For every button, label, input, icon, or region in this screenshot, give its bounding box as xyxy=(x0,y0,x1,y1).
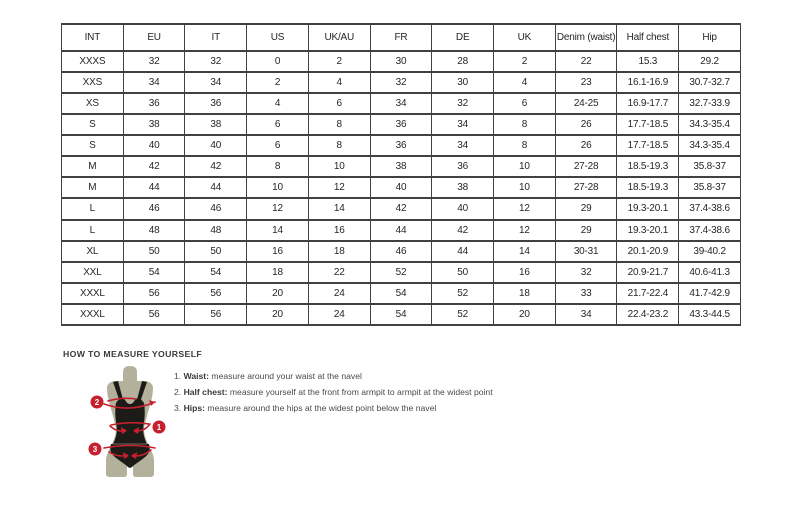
table-row xyxy=(62,304,741,325)
table-row xyxy=(62,198,741,219)
table-cell: 34 xyxy=(185,72,247,93)
table-cell: 40 xyxy=(185,135,247,156)
column-header: EU xyxy=(123,24,185,51)
table-cell: 30-31 xyxy=(555,241,617,262)
table-row xyxy=(62,283,741,304)
step-number: 1. xyxy=(174,371,184,381)
table-cell: 38 xyxy=(185,114,247,135)
table-cell: 30.7-32.7 xyxy=(679,72,741,93)
table-cell: 32.7-33.9 xyxy=(679,93,741,114)
table-cell: M xyxy=(62,156,124,177)
table-cell: 18 xyxy=(308,241,370,262)
size-conversion-table xyxy=(61,23,741,326)
instruction-step xyxy=(174,368,493,384)
table-cell: XXXL xyxy=(62,283,124,304)
instruction-step xyxy=(174,400,493,416)
column-header: US xyxy=(247,24,309,51)
step-label: Waist: xyxy=(183,371,210,381)
table-cell: 17.7-18.5 xyxy=(617,135,679,156)
table-cell: 24 xyxy=(308,283,370,304)
table-cell: 48 xyxy=(185,220,247,241)
step-label: Half chest: xyxy=(183,387,228,397)
step-label: Hips: xyxy=(183,403,206,413)
table-cell: S xyxy=(62,135,124,156)
table-cell: 4 xyxy=(494,72,556,93)
table-cell: 22 xyxy=(555,51,617,72)
table-cell: 10 xyxy=(247,177,309,198)
table-cell: 29 xyxy=(555,220,617,241)
table-cell: 56 xyxy=(123,304,185,325)
table-cell: 38 xyxy=(432,177,494,198)
marker-badge-hips xyxy=(89,443,102,456)
table-cell: 20 xyxy=(494,304,556,325)
table-cell: 18.5-19.3 xyxy=(617,177,679,198)
step-text: measure around the hips at the widest point below the navel xyxy=(205,403,437,413)
table-cell: 32 xyxy=(432,93,494,114)
table-cell: 8 xyxy=(494,135,556,156)
table-cell: 43.3-44.5 xyxy=(679,304,741,325)
table-cell: 19.3-20.1 xyxy=(617,198,679,219)
table-cell: 35.8-37 xyxy=(679,177,741,198)
table-cell: M xyxy=(62,177,124,198)
table-cell: 40 xyxy=(370,177,432,198)
table-cell: 30 xyxy=(370,51,432,72)
table-cell: S xyxy=(62,114,124,135)
column-header: UK xyxy=(494,24,556,51)
table-cell: 44 xyxy=(123,177,185,198)
table-cell: 34 xyxy=(432,114,494,135)
table-cell: XXS xyxy=(62,72,124,93)
table-cell: 23 xyxy=(555,72,617,93)
step-text: measure around your waist at the navel xyxy=(209,371,362,381)
table-row xyxy=(62,177,741,198)
measure-instructions-list xyxy=(174,368,493,416)
step-number: 2. xyxy=(174,387,184,397)
table-cell: 32 xyxy=(370,72,432,93)
table-row xyxy=(62,241,741,262)
table-cell: 15.3 xyxy=(617,51,679,72)
table-cell: 48 xyxy=(123,220,185,241)
table-cell: 29.2 xyxy=(679,51,741,72)
column-header: IT xyxy=(185,24,247,51)
column-header: FR xyxy=(370,24,432,51)
table-cell: 18 xyxy=(494,283,556,304)
table-cell: 35.8-37 xyxy=(679,156,741,177)
table-cell: 34 xyxy=(555,304,617,325)
table-cell: 42 xyxy=(185,156,247,177)
marker-badge-waist xyxy=(153,421,166,434)
table-cell: 54 xyxy=(185,262,247,283)
measurement-figure xyxy=(78,364,183,482)
table-cell: 33 xyxy=(555,283,617,304)
table-cell: 54 xyxy=(370,304,432,325)
table-cell: L xyxy=(62,198,124,219)
table-cell: 16.9-17.7 xyxy=(617,93,679,114)
table-cell: XS xyxy=(62,93,124,114)
table-row xyxy=(62,72,741,93)
table-cell: 28 xyxy=(432,51,494,72)
table-cell: 50 xyxy=(432,262,494,283)
table-cell: 42 xyxy=(123,156,185,177)
table-cell: 36 xyxy=(185,93,247,114)
table-row xyxy=(62,156,741,177)
table-cell: 26 xyxy=(555,114,617,135)
table-cell: 19.3-20.1 xyxy=(617,220,679,241)
table-cell: 34 xyxy=(370,93,432,114)
table-cell: 24-25 xyxy=(555,93,617,114)
table-cell: 14 xyxy=(247,220,309,241)
table-cell: 20 xyxy=(247,304,309,325)
table-cell: 30 xyxy=(432,72,494,93)
table-cell: 40 xyxy=(432,198,494,219)
table-cell: 46 xyxy=(185,198,247,219)
table-cell: 22.4-23.2 xyxy=(617,304,679,325)
table-cell: 8 xyxy=(247,156,309,177)
table-cell: 34.3-35.4 xyxy=(679,135,741,156)
table-cell: 22 xyxy=(308,262,370,283)
table-cell: 6 xyxy=(247,135,309,156)
table-cell: 40.6-41.3 xyxy=(679,262,741,283)
table-cell: 6 xyxy=(494,93,556,114)
column-header: Denim (waist) xyxy=(555,24,617,51)
table-cell: L xyxy=(62,220,124,241)
table-cell: 52 xyxy=(432,283,494,304)
table-cell: 54 xyxy=(370,283,432,304)
size-table-body xyxy=(62,51,741,325)
table-cell: 37.4-38.6 xyxy=(679,220,741,241)
table-cell: 52 xyxy=(432,304,494,325)
table-cell: 38 xyxy=(123,114,185,135)
instruction-step xyxy=(174,384,493,400)
table-cell: 56 xyxy=(185,304,247,325)
table-cell: 36 xyxy=(123,93,185,114)
table-cell: 2 xyxy=(494,51,556,72)
table-cell: 20.9-21.7 xyxy=(617,262,679,283)
table-cell: XXL xyxy=(62,262,124,283)
table-cell: 56 xyxy=(185,283,247,304)
table-cell: 40 xyxy=(123,135,185,156)
table-cell: 26 xyxy=(555,135,617,156)
step-number: 3. xyxy=(174,403,184,413)
table-cell: 16 xyxy=(494,262,556,283)
table-cell: 37.4-38.6 xyxy=(679,198,741,219)
table-row xyxy=(62,262,741,283)
table-row xyxy=(62,135,741,156)
table-cell: 18.5-19.3 xyxy=(617,156,679,177)
table-cell: XXXS xyxy=(62,51,124,72)
table-cell: 46 xyxy=(123,198,185,219)
table-cell: 50 xyxy=(185,241,247,262)
badge-number: 2 xyxy=(94,398,100,407)
table-cell: 12 xyxy=(308,177,370,198)
table-cell: 17.7-18.5 xyxy=(617,114,679,135)
table-cell: 52 xyxy=(370,262,432,283)
table-cell: 14 xyxy=(308,198,370,219)
badge-number: 1 xyxy=(156,423,162,432)
marker-badge-half-chest xyxy=(91,396,104,409)
table-cell: 46 xyxy=(370,241,432,262)
table-cell: 54 xyxy=(123,262,185,283)
table-cell: 29 xyxy=(555,198,617,219)
table-cell: 8 xyxy=(494,114,556,135)
table-cell: 12 xyxy=(494,220,556,241)
table-cell: XXXL xyxy=(62,304,124,325)
table-cell: 34 xyxy=(432,135,494,156)
mannequin-neck xyxy=(123,366,137,382)
table-cell: 14 xyxy=(494,241,556,262)
column-header: Hip xyxy=(679,24,741,51)
column-header: DE xyxy=(432,24,494,51)
mannequin-illustration-icon xyxy=(78,364,183,482)
table-cell: 4 xyxy=(247,93,309,114)
table-row xyxy=(62,220,741,241)
table-cell: 41.7-42.9 xyxy=(679,283,741,304)
table-cell: 16.1-16.9 xyxy=(617,72,679,93)
table-cell: 2 xyxy=(247,72,309,93)
table-cell: 12 xyxy=(247,198,309,219)
step-text: measure yourself at the front from armpit to armpit at the widest point xyxy=(227,387,493,397)
table-cell: 6 xyxy=(247,114,309,135)
table-cell: 2 xyxy=(308,51,370,72)
table-cell: 10 xyxy=(494,156,556,177)
table-cell: 20 xyxy=(247,283,309,304)
badge-number: 3 xyxy=(92,445,98,454)
table-cell: 36 xyxy=(370,114,432,135)
table-cell: 0 xyxy=(247,51,309,72)
table-cell: 38 xyxy=(370,156,432,177)
table-cell: 10 xyxy=(494,177,556,198)
table-cell: 32 xyxy=(185,51,247,72)
table-cell: 12 xyxy=(494,198,556,219)
table-row xyxy=(62,93,741,114)
column-header: Half chest xyxy=(617,24,679,51)
camisole-bodice xyxy=(113,398,147,444)
table-cell: 34.3-35.4 xyxy=(679,114,741,135)
table-cell: 42 xyxy=(432,220,494,241)
table-cell: 39-40.2 xyxy=(679,241,741,262)
table-cell: 8 xyxy=(308,135,370,156)
table-cell: 44 xyxy=(185,177,247,198)
table-row xyxy=(62,114,741,135)
column-header: INT xyxy=(62,24,124,51)
table-row xyxy=(62,51,741,72)
table-cell: 36 xyxy=(370,135,432,156)
table-cell: 4 xyxy=(308,72,370,93)
size-table-header xyxy=(62,24,741,51)
table-cell: 16 xyxy=(247,241,309,262)
table-cell: 27-28 xyxy=(555,156,617,177)
table-cell: 42 xyxy=(370,198,432,219)
table-cell: 32 xyxy=(123,51,185,72)
column-header: UK/AU xyxy=(308,24,370,51)
how-to-measure-title: HOW TO MEASURE YOURSELF xyxy=(63,349,203,359)
table-cell: XL xyxy=(62,241,124,262)
table-cell: 21.7-22.4 xyxy=(617,283,679,304)
table-cell: 16 xyxy=(308,220,370,241)
table-cell: 32 xyxy=(555,262,617,283)
table-cell: 34 xyxy=(123,72,185,93)
table-cell: 36 xyxy=(432,156,494,177)
table-cell: 24 xyxy=(308,304,370,325)
table-cell: 6 xyxy=(308,93,370,114)
table-cell: 18 xyxy=(247,262,309,283)
table-cell: 20.1-20.9 xyxy=(617,241,679,262)
table-cell: 10 xyxy=(308,156,370,177)
table-cell: 44 xyxy=(370,220,432,241)
header-row xyxy=(62,24,741,51)
table-cell: 8 xyxy=(308,114,370,135)
table-cell: 44 xyxy=(432,241,494,262)
table-cell: 27-28 xyxy=(555,177,617,198)
table-cell: 56 xyxy=(123,283,185,304)
table-cell: 50 xyxy=(123,241,185,262)
